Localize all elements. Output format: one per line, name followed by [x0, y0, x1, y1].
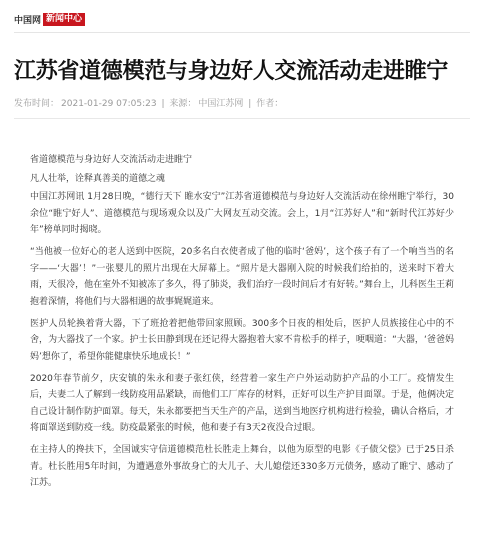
article-paragraph: 医护人员轮换着背大器，下了班抢着把他带回家照顾。300多个日夜的相处后，医护人员族接住心中的不舍，为大器找了一个家。护士长田静到现在还记得大器抱着大家不肯松手的样子，哽咽道：“大器，‘爸爸妈妈’想你了，希望你能健康快乐地成长！” [30, 318, 454, 362]
publish-time: 2021-01-29 07:05:23 [61, 99, 157, 109]
meta-separator: | [248, 99, 255, 109]
meta-separator: | [161, 99, 168, 109]
source-name: 中国江苏网 [198, 99, 244, 109]
article-body [30, 152, 454, 497]
article-paragraph: 在主持人的搀扶下，全国诚实守信道德模范杜长胜走上舞台，以他为原型的电影《子债父偿》已于25日杀青。杜长胜用5年时间，为遭遇意外事故身亡的大儿子、大儿媳偿还330多万元债务，感动了睢宁、感动了江苏。 [30, 445, 454, 488]
article-meta [14, 96, 285, 109]
source-label: 来源： [169, 99, 197, 109]
section-badge[interactable]: 新闻中心 [43, 13, 85, 26]
article-paragraph: 2020年春节前夕，庆安镇的朱永和妻子张红侠，经营着一家生产户外运动防护产品的小工厂。疫情发生后，夫妻二人了解到一线防疫用品紧缺，而他们工厂库存的材料，正好可以生产护目面罩。于是，他俩决定自己设计制作防护面罩。每天，朱永都要把当天生产的产品，送到当地医疗机构进行检验，确认合格后，才将面罩送到防疫一线。防疫最紧张的时候，他和妻子有3天2夜没合过眼。 [30, 373, 454, 433]
article-subheading: 省道德模范与身边好人交流活动走进睢宁 [30, 155, 193, 165]
article-title: 江苏省道德模范与身边好人交流活动走进睢宁 [14, 58, 449, 84]
header-divider [14, 32, 470, 33]
article-paragraph: “当他被一位好心的老人送到中医院，20多名白衣使者成了他的临时‘爸妈’，这个孩子有了一个响当当的名字——‘大器’！”一张婴儿的照片出现在大屏幕上。“照片是大器刚入院的时候我们给拍的，送来时下着大雨，天很冷，他在室外不知被冻了多久，得了肺炎，我们治疗一段时间后才有好转。”舞台上，儿科医生王莉抱着深情，将他们与大器相遇的故事娓娓道来。 [30, 247, 454, 307]
site-logo-text: 中国网 [14, 15, 42, 26]
meta-divider [14, 118, 470, 119]
article-paragraph: 中国江苏网讯 1月28日晚，“德行天下 睢水安宁”江苏省道德模范与身边好人交流活动在徐州睢宁举行，30余位“睢宁好人”、道德模范与现场观众以及广大网友互动交流。会上，1月“江苏好人”和“新时代江苏好少年”榜单同时揭晓。 [30, 192, 454, 235]
site-logo[interactable] [14, 12, 85, 26]
author-label: 作者： [256, 99, 284, 109]
article-subheading: 凡人壮举，诠释真善美的道德之魂 [30, 173, 166, 184]
publish-time-label: 发布时间： [14, 99, 60, 109]
